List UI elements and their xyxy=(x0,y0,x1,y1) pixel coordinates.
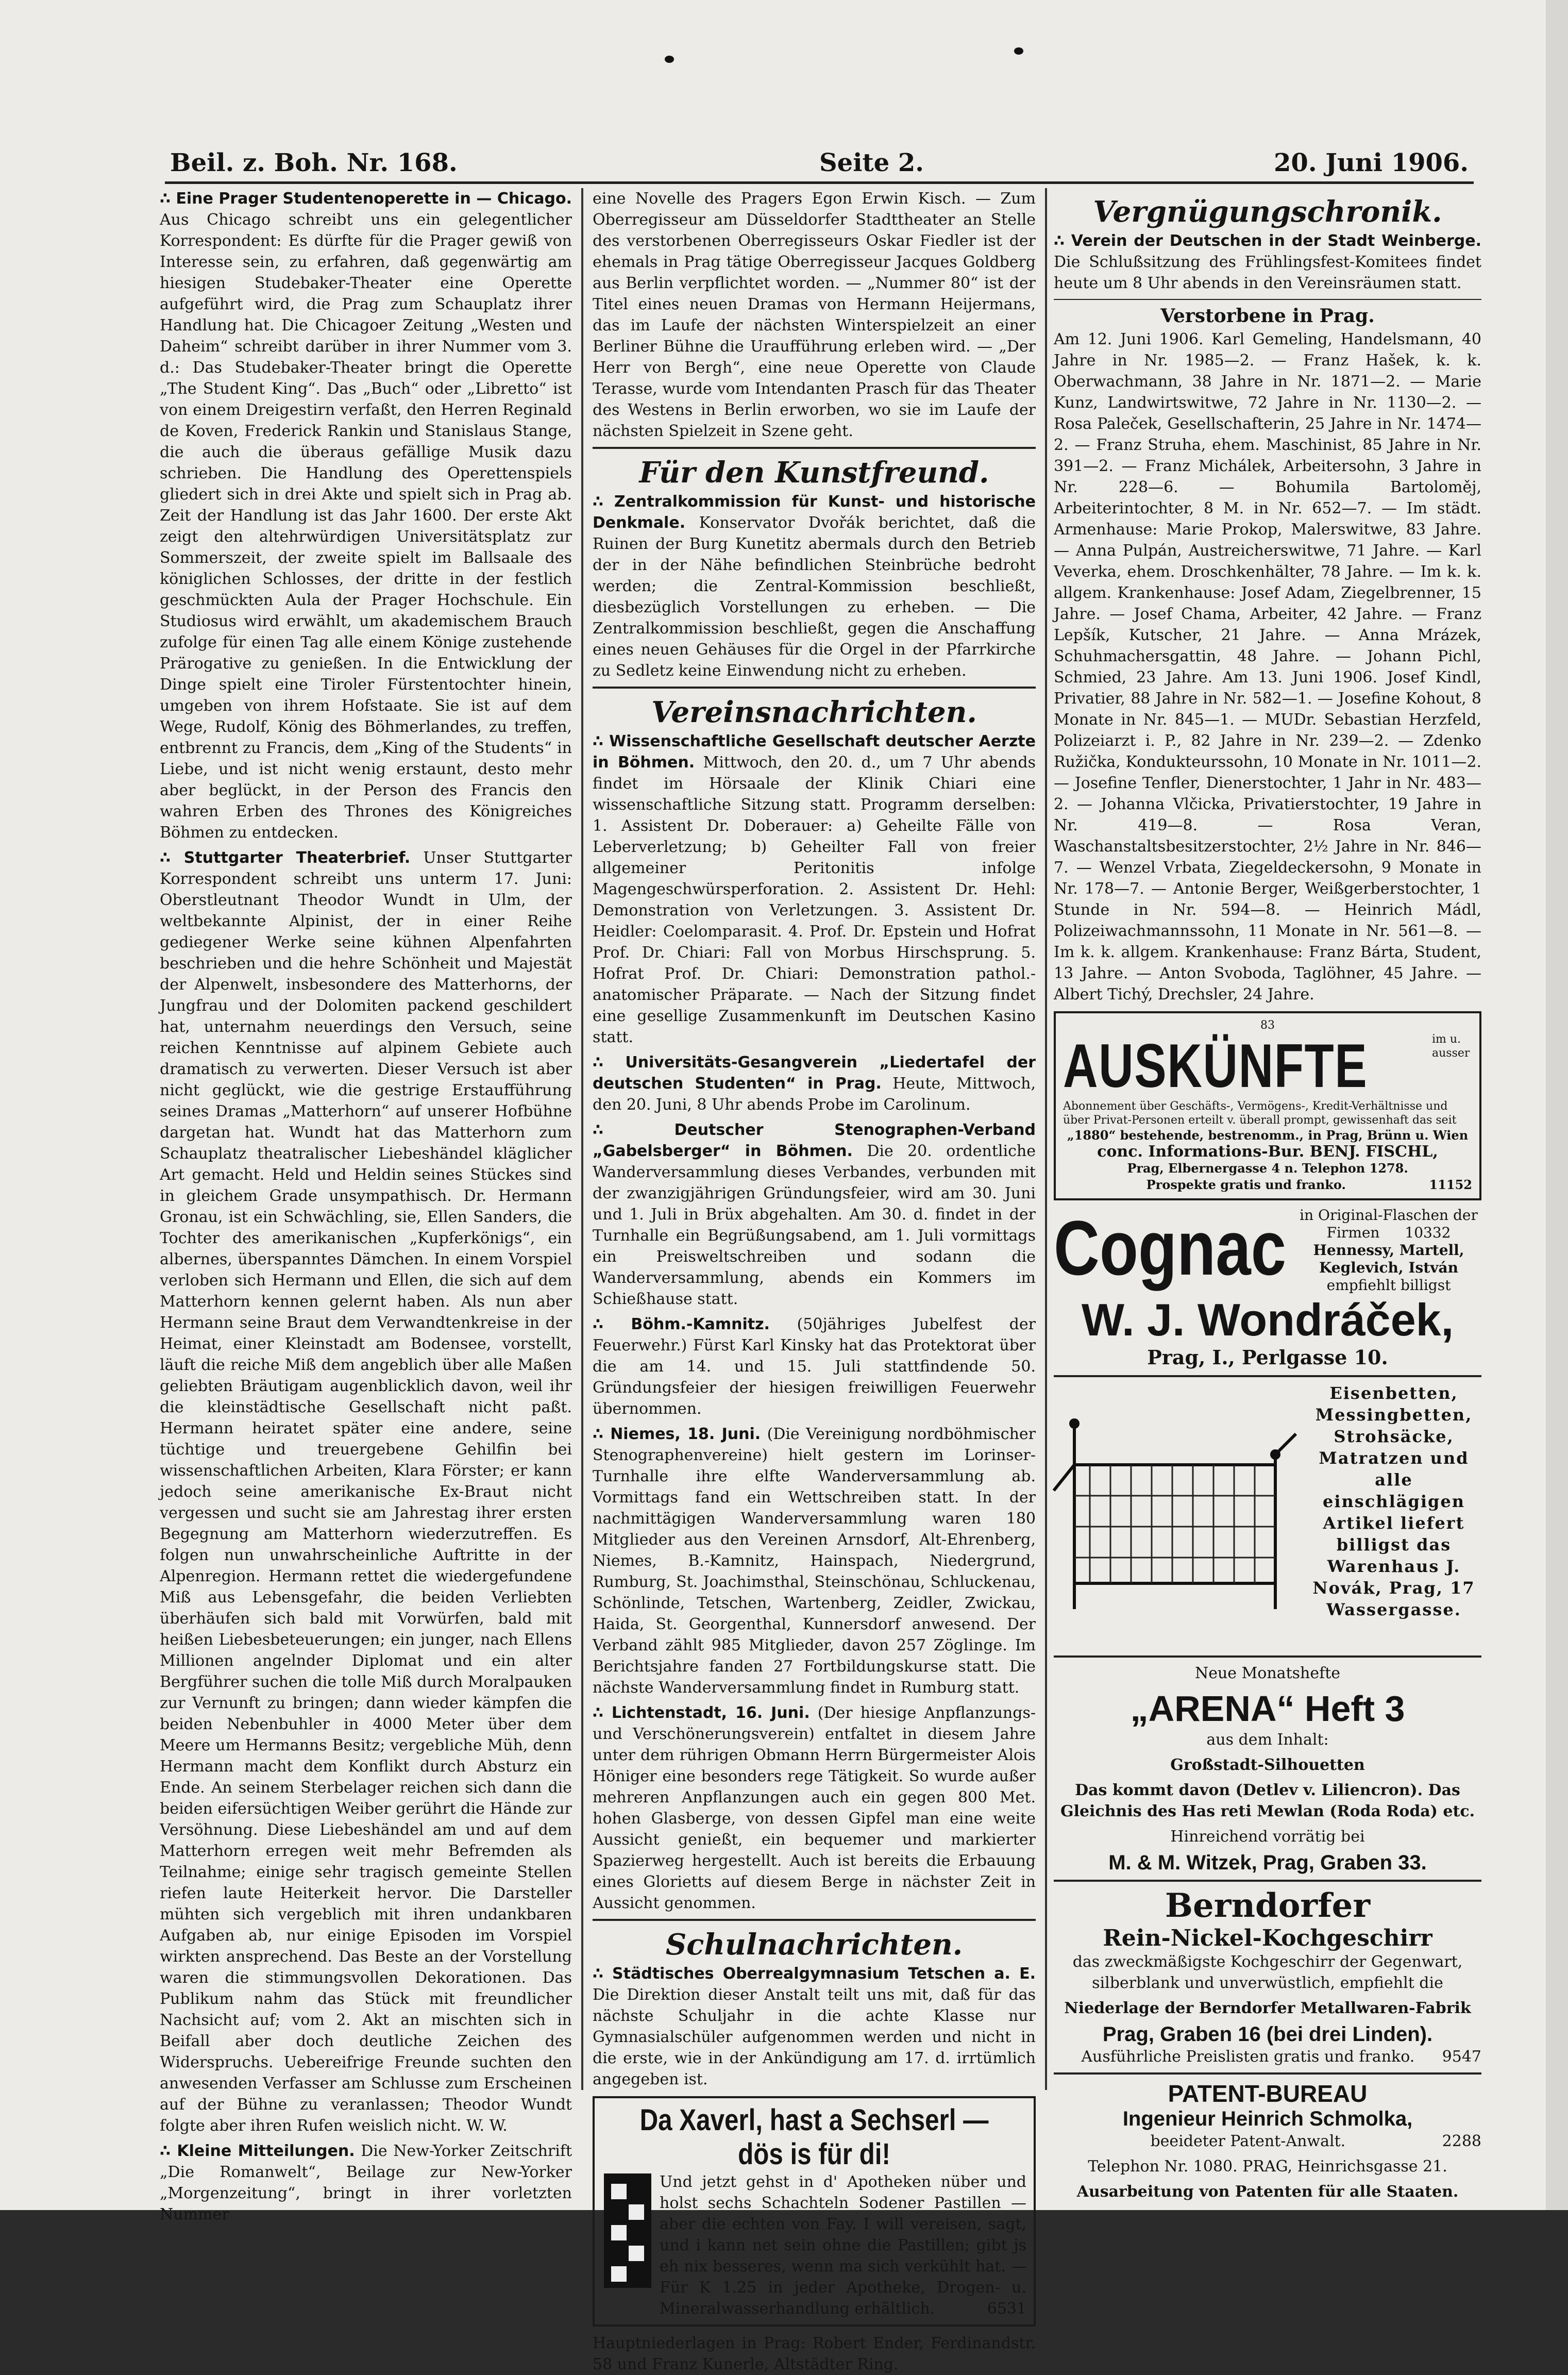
ad-berndorfer-l1: das zweckmäßigste Kochgeschirr der Gegenwart, silberblank und unverwüstlich, empfiehlt die xyxy=(1072,1953,1463,1992)
article-heading: ∴ Niemes, 18. Juni. xyxy=(593,1425,761,1443)
ad-patent-anwalt: beeideter Patent-Anwalt. xyxy=(1150,2132,1346,2150)
column-3 xyxy=(1054,188,1481,2201)
article-stenographen xyxy=(593,1119,1036,1310)
ad-eisenbetten-text: Eisenbetten, Messingbetten, Strohsäcke, Matratzen und alle einschlägigen Artikel liefert billigst das Warenhaus J. Novák, Prag, 17 Wassergasse. xyxy=(1312,1383,1475,1619)
article-weinberge xyxy=(1054,230,1481,294)
ad-patent-l2: Telephon Nr. 1080. PRAG, Heinrichsgasse 21. xyxy=(1088,2157,1447,2176)
death-notices: Am 12. Juni 1906. Karl Gemeling, Handelsmann, 40 Jahre in Nr. 1985—2. — Franz Hašek, k. k. Oberwachmann, 38 Jahre in Nr. 1871—2. — Marie Kunz, Landwirtswitwe, 72 Jahre in Nr. 1130—2. — Rosa Paleček, Gesellschafterin, 25 Jahre in Nr. 1474—2. — Franz Struha, ehem. Maschinist, 85 Jahre in Nr. 391—2. — Franz Michálek, Arbeitersohn, 3 Jahre in Nr. 228—6. — Bohumila Bartoloměj, Arbeiterintochter, 8 M. in Nr. 652—7. — Im städt. Armenhause: Marie Prokop, Malerswitwe, 83 Jahre. — Anna Pulpán, Austreicherswitwe, 71 Jahre. — Karl Veverka, ehem. Droschkenhälter, 78 Jahre. — Im k. k. allgem. Krankenhause: Josef Adam, Ziegelbrenner, 15 Jahre. — Josef Chama, Arbeiter, 42 Jahre. — Franz Lepšík, Kutscher, 21 Jahre. — Anna Mrázek, Schuhmachersgattin, 48 Jahre. — Johann Pichl, Schmied, 23 Jahre. Am 13. Juni 1906. Josef Kindl, Privatier, 88 Jahre in Nr. 582—1. — Josefine Kohout, 8 Monate in Nr. 845—1. — MUDr. Sebastian Herzfeld, Polizeiarzt i. P., 82 Jahre in Nr. 239—2. — Zdenko Ružička, Kondukteurssohn, 10 Monate in Nr. 1011—2. — Josefine Tenfler, Dienerstochter, 1 Jahr in Nr. 483—2. — Johanna Vlčicka, Privatierstochter, 19 Jahre in Nr. 419—8. — Rosa Veran, Waschanstaltsbesitzerstochter, 2½ Jahre in Nr. 846—7. — Wenzel Vrbata, Ziegeldeckersohn, 9 Monate in Nr. 178—7. — Antonie Berger, Weißgerberstochter, 1 Stunde in Nr. 594—8. — Heinrich Mádl, Polizeiwachmannssohn, 11 Monate in Nr. 561—8. — Im k. k. allgem. Krankenhause: Franz Bárta, Student, 13 Jahre. — Anton Svoboda, Taglöhner, 45 Jahre. — Albert Tichý, Drechsler, 24 Jahre. xyxy=(1054,330,1481,1003)
ad-arena-l2: Großstadt-Silhouetten xyxy=(1170,1756,1365,1774)
ad-auskuenfte xyxy=(1054,1011,1481,1200)
article-heading: ∴ Wissenschaftliche Gesellschaft deutscher Aerzte in Böhmen. xyxy=(593,732,1036,772)
ad-cognac-brands: Hennessy, Martell, Keglevich, István xyxy=(1313,1242,1464,1276)
article-heading: ∴ Eine Prager Studentenoperette in — Chicago. xyxy=(160,190,572,208)
article-heading: ∴ Deutscher Stenographen-Verband „Gabelsberger“ in Böhmen. xyxy=(593,1121,1036,1160)
article-body: Die Schlußsitzung des Frühlingsfest-Komitees findet heute um 8 Uhr abends in den Vereinsräumen statt. xyxy=(1054,253,1481,292)
article-body: (Der hiesige Anpflanzungs- und Verschönerungsverein) entfaltet in diesem Jahre unter dem rührigen Obmann Herrn Bürgermeister Alois Höniger eine besonders rege Tätigkeit. So wurde außer mehreren Anpflanzungen auch ein gegen 800 Met. hohen Glasberge, von dessen Gipfel man eine weite Aussicht genießt, ein bequemer und markierter Spazierweg hergestellt. Auch ist bereits die Erbauung eines Glorietts auf diesem Berge in nächster Zeit in Aussicht genommen. xyxy=(593,1704,1036,1912)
section-rule xyxy=(1054,1880,1481,1882)
column-1 xyxy=(160,188,572,2223)
article-body: Mittwoch, den 20. d., um 7 Uhr abends findet im Hörsaale der Klinik Chiari eine wissenschaftliche Sitzung statt. Programm derselben: 1. Assistent Dr. Doberauer: a) Geheilte Fälle von Leberverletzung; b) Geheilter Fall von freier allgemeiner Peritonitis infolge Magengeschwürsperforation. 2. Assistent Dr. Hehl: Demonstration von Verletzungen. 3. Assistent Dr. Heidler: Coelomparasit. 4. Prof. Dr. Epstein und Hofrat Prof. Dr. Chiari: Fall von Morbus Hirschsprung. 5. Hofrat Prof. Dr. Chiari: Demonstration pathol.-anatomischer Präparate. — Nach der Sitzung findet eine gesellige Zusammenkunft im Deutschen Kasino statt. xyxy=(593,754,1036,1046)
article-body: Die Direktion dieser Anstalt teilt uns mit, daß für das nächste Schuljahr in die achte Klasse nur Gymnasialschüler aufgenommen werden und nicht in die erste, wie in der Ankündigung am 17. d. irrtümlich angegeben ist. xyxy=(593,1986,1036,2088)
article-lichtenstadt xyxy=(593,1702,1036,1914)
ad-patent-l1 xyxy=(1054,2131,1481,2152)
article-heading: ∴ Stuttgarter Theaterbrief. xyxy=(160,849,411,867)
ad-xaverl-title-1: Da Xaverl, hast a Sechserl — xyxy=(639,2103,989,2137)
ad-xaverl-copy: Und jetzt gehst in d' Apotheken nüber und holst sechs Schachteln Sodener Pastillen — aber die echten von Fay. I will vereisen, sagt, und i kann net sein ohne die Pastillen; gibt js eh nix besseres, wenn ma sich verkühlt hat. — Für K 1.25 in jeder Apotheke, Drogen- u. Mineralwasserhandlung erhältlich. xyxy=(660,2173,1026,2318)
ink-speck xyxy=(665,56,674,63)
ad-arena-l4: Hinreichend vorrätig bei xyxy=(1170,1828,1365,1846)
header-date: 20. Juni 1906. xyxy=(1274,148,1469,177)
ink-speck xyxy=(1014,47,1023,55)
ad-auskuenfte-line3: Prag, Elbernergasse 4 n. Telephon 1278. xyxy=(1127,1161,1408,1176)
ad-xaverl xyxy=(593,2096,1036,2327)
ad-berndorfer-sub: Rein-Nickel-Kochgeschirr xyxy=(1103,1925,1432,1951)
ad-arena-title: „ARENA“ Heft 3 xyxy=(1130,1688,1405,1729)
ad-auskuenfte-prospekte: Prospekte gratis und franko. xyxy=(1146,1177,1346,1192)
header-page-number: Seite 2. xyxy=(819,148,924,177)
ad-cognac-side1: in Original-Flaschen der xyxy=(1300,1207,1478,1224)
section-title-verstorbene: Verstorbene in Prag. xyxy=(1160,305,1375,327)
article-body: (Die Vereinigung nordböhmischer Stenographenvereine) hielt gestern im Lorinser-Turnhalle ihre elfte Wanderversammlung ab. Vormittags fand ein Wettschreiben statt. In der nachmittägigen Wanderversammlung waren 180 Mitglieder aus den Vereinen Arnsdorf, Alt-Ehrenberg, Niemes, B.-Kamnitz, Hainspach, Niedergrund, Rumburg, St. Joachimsthal, Steinschönau, Schluckenau, Schönlinde, Tetschen, Wartenberg, Zeidler, Zwickau, Haida, St. Georgenthal, Kunnersdorf anwesend. Der Verband zählt 985 Mitglieder, davon 257 Zöglinge. Im Berichtsjahre fanden 27 Fortbildungskurse statt. Die nächste Wanderversammlung findet in Rumburg statt. xyxy=(593,1425,1036,1697)
ad-cognac-title: Cognac xyxy=(1054,1205,1287,1291)
section-rule xyxy=(593,687,1036,689)
ad-berndorfer-l3: Prag, Graben 16 (bei drei Linden). xyxy=(1102,2023,1433,2046)
article-body: Die 20. ordentliche Wanderversammlung dieses Verbandes, verbunden mit der zwanzigjährigen Gründungsfeier, wird am 30. Juni und 1. Juli in Brüx abgehalten. Am 30. d. findet in der Turnhalle ein Begrüßungsabend, am 1. Juli vormittags ein Preisweltschreiben und sodann die Wanderversammlung, abends ein Kommers im Schießhause statt. xyxy=(593,1142,1036,1308)
ad-arena-pre: Neue Monatshefte xyxy=(1194,1664,1341,1682)
ad-berndorfer xyxy=(1054,1887,1481,2067)
article-body: Heute, Mittwoch, den 20. Juni, 8 Uhr abends Probe im Carolinum. xyxy=(593,1075,1036,1114)
section-title-kunstfreund: Für den Kunstfreund. xyxy=(639,456,989,490)
ad-number: 83 xyxy=(1260,1019,1275,1032)
ad-patent-bureau xyxy=(1054,2080,1481,2202)
article-prager-studentenoperette xyxy=(160,188,572,843)
article-liedertafel xyxy=(593,1052,1036,1115)
article-kamnitz xyxy=(593,1314,1036,1419)
column-rule xyxy=(581,188,583,2090)
article-niemes xyxy=(593,1424,1036,1698)
article-heading: ∴ Böhm.-Kamnitz. xyxy=(593,1315,770,1333)
article-stuttgarter-theaterbrief xyxy=(160,847,572,2136)
section-rule xyxy=(1054,1655,1481,1658)
ad-code: 9547 xyxy=(1442,2048,1481,2066)
ad-patent-title: PATENT-BUREAU xyxy=(1168,2080,1368,2107)
section-rule xyxy=(593,447,1036,449)
page-edge xyxy=(1546,0,1568,2210)
ad-patent-name: Ingenieur Heinrich Schmolka, xyxy=(1122,2108,1413,2130)
ad-patent-l3: Ausarbeitung von Patenten für alle Staaten. xyxy=(1076,2183,1459,2201)
bed-icon xyxy=(1054,1403,1296,1619)
ad-code: 11152 xyxy=(1429,1177,1472,1192)
column-rule xyxy=(1045,188,1047,2090)
ad-auskuenfte-side: im u. ausser Abonnement über Geschäfts-, Vermögens-, Kredit-Verhältnisse und über Privat-Personen erteilt v. überall prompt, gewissenhaft das seit xyxy=(1063,1033,1470,1127)
ad-berndorfer-title: Berndorfer xyxy=(1165,1886,1371,1925)
ad-arena-l3: Das kommt davon (Detlev v. Liliencron). Das Gleichnis des Has reti Mewlan (Roda Roda) etc. xyxy=(1060,1781,1475,1820)
ad-berndorfer-l2: Niederlage der Berndorfer Metallwaren-Fabrik xyxy=(1064,1999,1471,2017)
article-heading: ∴ Kleine Mitteilungen. xyxy=(160,2142,355,2160)
article-body: Die New-Yorker Zeitschrift „Die Romanwelt“, Beilage zur New-Yorker „Morgenzeitung“, bringt in ihrer vorletzten Nummer xyxy=(160,2142,572,2223)
ad-auskuenfte-line1: „1880“ bestehende, bestrenomm., in Prag, Brünn u. Wien xyxy=(1067,1128,1469,1143)
ad-cognac xyxy=(1054,1207,1481,1369)
article-heading: ∴ Städtisches Oberrealgymnasium Tetschen a. E. xyxy=(593,1965,1036,1983)
article-heading: ∴ Universitäts-Gesangverein „Liedertafel der deutschen Studenten“ in Prag. xyxy=(593,1053,1036,1093)
section-rule xyxy=(1054,2072,1481,2075)
ad-arena-l1: aus dem Inhalt: xyxy=(1206,1731,1329,1749)
column-2 xyxy=(593,188,1036,2373)
pastillen-box-icon xyxy=(602,2171,653,2290)
section-rule xyxy=(1054,299,1481,300)
page-header xyxy=(170,148,1469,179)
article-body: Aus Chicago schreibt uns ein gelegentlicher Korrespondent: Es dürfte für die Prager gewiß von Interesse sein, zu erfahren, daß gegenwärtig am hiesigen Studebaker-Theater eine Operette aufgeführt wird, die Prag zum Schauplatz ihrer Handlung hat. Die Chicagoer Zeitung „Westen und Daheim“ schreibt darüber in ihrer Nummer vom 3. d.: Das Studebaker-Theater bringt die Operette „The Student King“. Das „Buch“ oder „Libretto“ ist von einem Dreigestirn verfaßt, den Herren Reginald de Koven, Frederick Rankin und Stanislaus Stange, die auch die überaus gefällige Musik dazu schrieben. Die Handlung des Operettenspiels gliedert sich in drei Akte und spielt sich in Prag ab. Zeit der Handlung ist das Jahr 1600. Der erste Akt zeigt den altehrwürdigen Universitätsplatz zur Sommerszeit, der zweite spielt im Ballsaale des königlichen Schlosses, der dritte in der festlich geschmückten Aula der Prager Hochschule. Ein Studiosus wird erwählt, um akademischem Brauch zufolge für einen Tag alle einem Könige zustehende Prärogative zu genießen. In die Entwicklung der Dinge spielt eine Tiroler Fürstentochter hinein, umgeben von ihrem Hofstaate. Sie ist auf dem Wege, Rudolf, König des Böhmerlandes, zu treffen, entbrennt zu Francis, dem „King of the Students“ in Liebe, und ist nicht wenig erstaunt, desto mehr aber beglückt, in der Person des Francis den wahren Erben des Thrones des Königreiches Böhmen zu entdecken. xyxy=(160,211,572,842)
article-heading: ∴ Zentralkommission für Kunst- und historische Denkmale. xyxy=(593,493,1036,532)
article-body: (50jähriges Jubelfest der Feuerwehr.) Fürst Karl Kinsky hat das Protektorat über die am 14. und 15. Juli stattfindende 50. Gründungsfeier der hiesigen freiwilligen Feuerwehr übernommen. xyxy=(593,1315,1036,1418)
ad-xaverl-text xyxy=(660,2171,1026,2319)
article-zentralkommission xyxy=(593,491,1036,681)
ad-xaverl-body xyxy=(602,2171,1026,2319)
article-kleine-mitteilungen xyxy=(160,2140,572,2225)
ad-cognac-name: W. J. Wondráček, xyxy=(1081,1294,1454,1345)
article-aerzte xyxy=(593,731,1036,1048)
section-title-vereinsnachrichten: Vereinsnachrichten. xyxy=(651,695,977,729)
ad-berndorfer-preislisten: Ausführliche Preislisten gratis und franko. xyxy=(1081,2048,1415,2066)
ad-arena xyxy=(1054,1663,1481,1875)
article-body: Unser Stuttgarter Korrespondent schreibt uns unterm 17. Juni: Oberstleutnant Theodor Wundt in Ulm, der weltbekannte Alpinist, der in einer Reihe gediegener Werke seine kühnen Alpenfahrten beschrieben und die hehre Schönheit und Majestät der Alpenwelt, insbesondere des Matterhorns, der Jungfrau und der Dolomiten packend geschildert hat, unternahm neuerdings den Versuch, seine reichen Kenntnisse auf alpinem Gebiete auch dramatisch zu verwerten. Dieser Versuch ist aber nicht geglückt, wie die gestrige Erstaufführung seines Dramas „Matterhorn“ auf unserer Hofbühne dargetan hat. Wundt hat das Matterhorn zum Schauplatz theatralischer Liebeshändel kläglicher Art gemacht. Held und Heldin seines Stückes sind in gleichem Grade unsympathisch. Dr. Hermann Gronau, ist ein Schwächling, sie, Ellen Sanders, die Tochter des amerikanischen „Kupferkönigs“, ein albernes, überspanntes Dämchen. In einem Vorspiel verloben sich Hermann und Ellen, die sich auf dem Matterhorn kennen gelernt haben. Als nun aber Hermann seine Braut dem Verwandtenkreise in der Heimat, einer Kleinstadt am Bodensee, vorstellt, läuft die reiche Miß dem angeblich über alle Maßen geliebten Bräutigam augenblicklich davon, weil ihr die kleinstädtische Gesellschaft nicht paßt. Hermann heiratet später eine andere, seine tüchtige und treuergebene Gehilfin bei wissenschaftlichen Arbeiten, Klara Förster; er kann jedoch seine amerikanische Ex-Braut nicht vergessen und sucht sie am Jahrestag ihrer ersten Begegnung am Matterhorn wiederzutreffen. Es folgen nun unwahrscheinliche Auftritte in der Alpenregion. Hermann rettet die wiedergefundene Miß aus Lebensgefahr, die beiden Verliebten überhäufen sich bald mit Vorwürfen, bald mit heißen Liebesbeteuerungen; ein junger, nach Ellens Millionen angelnder Diplomat und ein alter Bergführer suchen die tolle Miß durch Moralpauken zur Vernunft zu bringen; dann wieder kämpfen die beiden Nebenbuhler in 4000 Meter über dem Meere um Hermanns Besitz; vergebliche Müh, denn Hermann macht dem Konflikt durch Absturz ein Ende. An seinem Sterbelager reichen sich dann die beiden eifersüchtigen Weiber gerührt die Hände zur Versöhnung. Diese Liebeshändel am und auf dem Matterhorn erregen weit mehr Befremden als Teilnahme; einige sehr tragisch gemeinte Stellen riefen laute Heiterkeit hervor. Die Darsteller mühten sich vergeblich mit ihren undankbaren Aufgaben ab, nur einige Episoden im Vorspiel wirkten ansprechend. Das Beste an der Vorstellung waren die stimmungsvollen Dekorationen. Das Publikum nahm das Stück mit freundlicher Nachsicht auf; vom 2. Akt an mischten sich in Beifall aber doch deutliche Zeichen des Widerspruchs. Uebereifrige Freunde suchten den anwesenden Verfasser am Schlusse zum Erscheinen auf der Bühne zu veranlassen; Theodor Wundt folgte aber ihren Rufen weislich nicht. W. W. xyxy=(160,849,572,2135)
ad-xaverl-number: 6531 xyxy=(987,2300,1026,2318)
article-heading: ∴ Lichtenstadt, 16. Juni. xyxy=(593,1704,810,1722)
ad-auskuenfte-title: AUSKÜNFTE xyxy=(1063,1031,1368,1100)
article-body: Konservator Dvořák berichtet, daß die Ruinen der Burg Kunetitz abermals durch den Betrieb der in der Nähe befindlichen Steinbrüche bedroht werden; die Zentral-Kommission beschließt, diesbezüglich Vorstellungen zu erheben. — Die Zentralkommission beschließt, gegen die Anschaffung eines neuen Gehäuses für die Orgel in der Pfarrkirche zu Sedletz keine Einwendung nicht zu erheben. xyxy=(593,514,1036,680)
ad-arena-l5: M. & M. Witzek, Prag, Graben 33. xyxy=(1108,1851,1427,1874)
article-oberrealgymnasium xyxy=(593,1963,1036,2090)
ad-berndorfer-l4 xyxy=(1054,2046,1481,2067)
ad-code: 10332 xyxy=(1405,1224,1451,1241)
ad-cognac-address: Prag, I., Perlgasse 10. xyxy=(1147,1346,1388,1369)
ad-xaverl-title-2: dös is für di! xyxy=(738,2137,890,2171)
ad-auskuenfte-line4 xyxy=(1063,1177,1472,1193)
section-title-vergnuegungschronik: Vergnügungschronik. xyxy=(1093,195,1442,229)
article-heading: ∴ Verein der Deutschen in der Stadt Weinberge. xyxy=(1054,232,1481,250)
ad-cognac-side4: empfiehlt billigst xyxy=(1326,1277,1451,1294)
section-rule xyxy=(593,1919,1036,1921)
header-issue: Beil. z. Boh. Nr. 168. xyxy=(170,148,458,177)
section-title-schulnachrichten: Schulnachrichten. xyxy=(665,1928,963,1962)
ad-eisenbetten xyxy=(1054,1382,1481,1650)
ad-xaverl-footer: Hauptniederlagen in Prag: Robert Ender, Ferdinandstr. 58 und Franz Kunerle, Altstädter Ring. xyxy=(593,2334,1036,2373)
ad-code: 2288 xyxy=(1442,2132,1481,2150)
header-rule xyxy=(165,181,1474,184)
article-continuation: eine Novelle des Pragers Egon Erwin Kisch. — Zum Oberregisseur am Düsseldorfer Stadttheater an Stelle des verstorbenen Oberregisseurs Oskar Fiedler ist der ehemals in Prag tätige Oberregisseur Jacques Goldberg aus Berlin verpflichtet worden. — „Nummer 80“ ist der Titel eines neuen Dramas von Hermann Heijermans, das im Laufe der nächsten Winterspielzeit an einer Berliner Bühne die Uraufführung erleben wird. — „Der Herr von Bergh“, eine neue Operette von Claude Terasse, wurde vom Intendanten Prasch für das Theater des Westens in Berlin erworben, wo sie im Laufe der nächsten Spielzeit in Szene geht. xyxy=(593,190,1036,440)
section-rule xyxy=(1054,1375,1481,1377)
ad-cognac-firmen: Firmen xyxy=(1326,1224,1380,1241)
ad-auskuenfte-line2: conc. Informations-Bur. BENJ. FISCHL, xyxy=(1097,1143,1438,1161)
